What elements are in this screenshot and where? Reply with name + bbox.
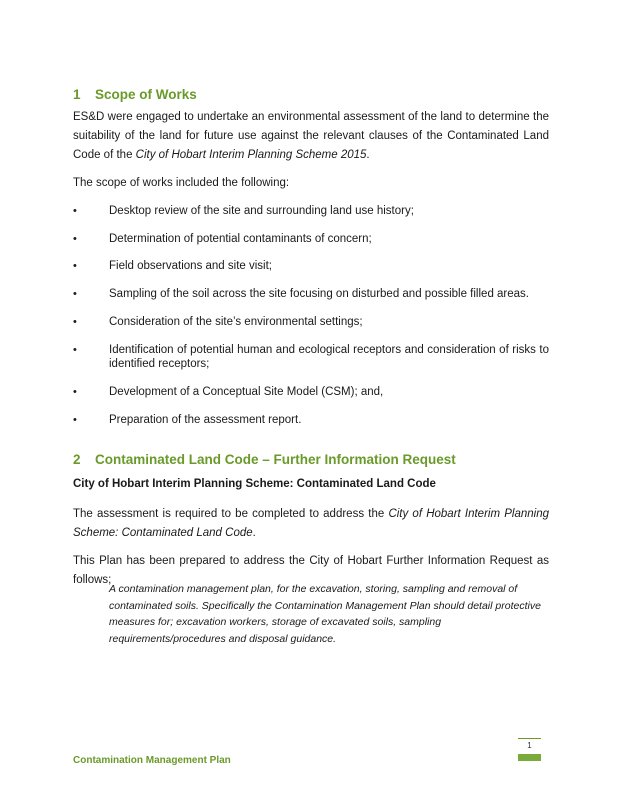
assessment-text: The assessment is required to be completed to address the: [73, 508, 389, 520]
scope-bullet-text: Identification of potential human and ecological receptors and consideration of risks to identified receptors;: [109, 344, 549, 370]
code-subheading: City of Hobart Interim Planning Scheme: Contaminated Land Code: [73, 478, 436, 490]
bullet-icon: •: [73, 414, 77, 426]
section-2-heading: [73, 452, 456, 467]
page-number-box: [518, 738, 541, 761]
bullet-icon: •: [73, 386, 77, 398]
footer-document-title: Contamination Management Plan: [73, 755, 231, 766]
plan-paragraph: This Plan has been prepared to address the City of Hobart Further Information Request as follows;: [73, 555, 549, 586]
scope-intro-end: .: [366, 149, 370, 161]
assessment-end: .: [252, 527, 256, 539]
scope-bullet-text: Field observations and site visit;: [109, 260, 272, 272]
section-2-number: 2: [73, 452, 81, 467]
assessment-paragraph: [73, 505, 549, 543]
assessment-code-name: City of Hobart Interim Planning Scheme: Contaminated Land Code: [73, 508, 549, 539]
scope-bullet-text: Determination of potential contaminants of concern;: [109, 233, 372, 245]
scope-bullet-text: Consideration of the site’s environmental settings;: [109, 316, 363, 328]
page-number-rule: [518, 738, 541, 739]
page-number-bar: [518, 754, 541, 761]
section-1-heading: [73, 87, 197, 102]
section-1-title: Scope of Works: [95, 87, 197, 102]
bullet-icon: •: [73, 205, 77, 217]
page-number: 1: [527, 741, 532, 750]
section-2-title: Contaminated Land Code – Further Information Request: [95, 452, 456, 467]
scope-bullet-text: Preparation of the assessment report.: [109, 414, 302, 426]
scope-lead-paragraph: The scope of works included the following:: [73, 177, 290, 189]
scope-intro-text: ES&D were engaged to undertake an environmental assessment of the land to determine the suitability of the land for future use against the relevant clauses of the Contaminated Land Code of the: [73, 111, 549, 161]
bullet-icon: •: [73, 316, 77, 328]
bullet-icon: •: [73, 344, 77, 356]
bullet-icon: •: [73, 233, 77, 245]
scope-intro-scheme-name: City of Hobart Interim Planning Scheme 2015: [135, 149, 367, 161]
bullet-icon: •: [73, 260, 77, 272]
request-quote: A contamination management plan, for the excavation, storing, sampling and removal of contaminated soils. Specifically the Contamination Management Plan should detail protective measures for; excavation workers, storage of excavated soils, sampling requirements/procedures and disposal guidance.: [109, 583, 541, 645]
scope-bullet-text: Desktop review of the site and surrounding land use history;: [109, 205, 414, 217]
bullet-icon: •: [73, 288, 77, 300]
scope-intro-paragraph: [73, 108, 549, 165]
section-1-number: 1: [73, 87, 81, 102]
scope-bullet-text: Development of a Conceptual Site Model (CSM); and,: [109, 386, 384, 398]
scope-bullet-text: Sampling of the soil across the site focusing on disturbed and possible filled areas.: [109, 288, 529, 300]
